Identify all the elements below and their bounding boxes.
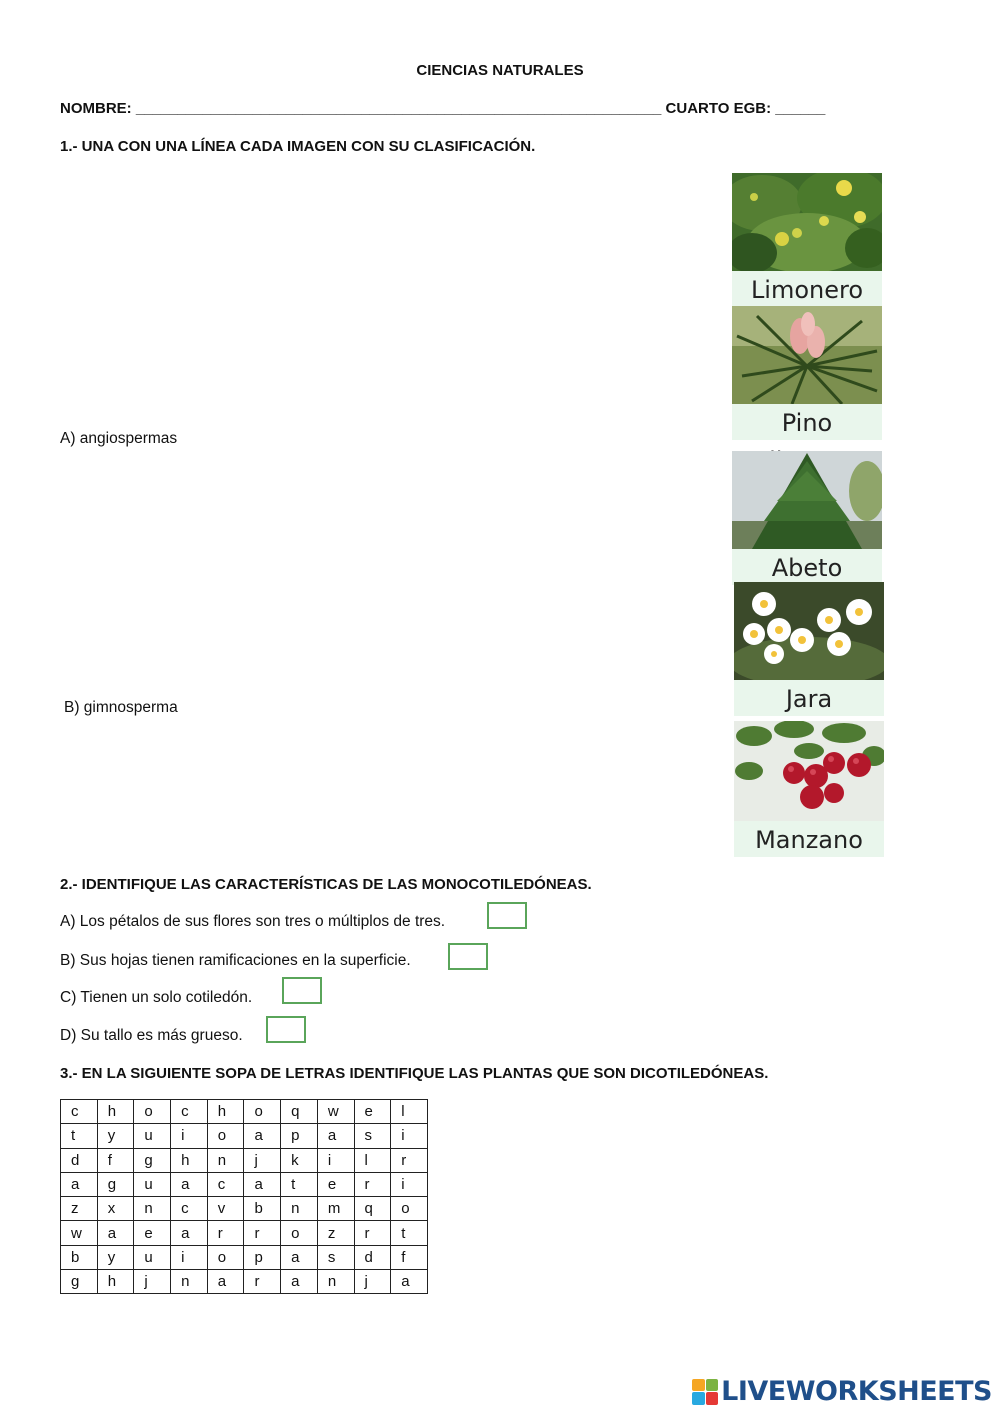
brand-name: LIVEWORKSHEETS bbox=[721, 1376, 992, 1407]
word-search-cell[interactable]: r bbox=[244, 1270, 281, 1294]
word-search-cell[interactable]: j bbox=[244, 1148, 281, 1172]
word-search-cell[interactable]: c bbox=[171, 1100, 208, 1124]
q1-option-a: A) angiospermas bbox=[60, 430, 178, 447]
word-search-cell[interactable]: h bbox=[97, 1270, 134, 1294]
word-search-cell[interactable]: f bbox=[97, 1148, 134, 1172]
word-search-cell[interactable]: p bbox=[244, 1245, 281, 1269]
word-search-cell[interactable]: r bbox=[207, 1221, 244, 1245]
word-search-grid[interactable] bbox=[60, 1099, 428, 1294]
word-search-cell[interactable]: b bbox=[244, 1197, 281, 1221]
word-search-cell[interactable]: q bbox=[281, 1100, 318, 1124]
name-grade-line: NOMBRE: _______________________________________________________________ CUARTO EGB: ______ bbox=[60, 100, 826, 117]
plant-card-jara[interactable] bbox=[734, 582, 884, 716]
word-search-cell[interactable]: c bbox=[207, 1172, 244, 1196]
word-search-cell[interactable]: j bbox=[354, 1270, 391, 1294]
word-search-cell[interactable]: a bbox=[171, 1172, 208, 1196]
word-search-cell[interactable]: g bbox=[97, 1172, 134, 1196]
word-search-cell[interactable]: p bbox=[281, 1124, 318, 1148]
word-search-row bbox=[61, 1172, 428, 1196]
word-search-cell[interactable]: k bbox=[281, 1148, 318, 1172]
plant-caption: Manzano bbox=[734, 821, 884, 857]
q2-answer-box-d[interactable] bbox=[266, 1016, 306, 1043]
plant-card-manzano[interactable] bbox=[734, 721, 884, 858]
word-search-row bbox=[61, 1124, 428, 1148]
word-search-cell[interactable]: o bbox=[207, 1245, 244, 1269]
q2-item-c: C) Tienen un solo cotiledón. bbox=[60, 989, 253, 1006]
word-search-row bbox=[61, 1100, 428, 1124]
word-search-cell[interactable]: y bbox=[97, 1124, 134, 1148]
word-search-cell[interactable]: t bbox=[61, 1124, 98, 1148]
word-search-cell[interactable]: z bbox=[317, 1221, 354, 1245]
apple-tree-image bbox=[734, 721, 884, 821]
word-search-cell[interactable]: v bbox=[207, 1197, 244, 1221]
q2-item-d: D) Su tallo es más grueso. bbox=[60, 1027, 243, 1044]
word-search-cell[interactable]: i bbox=[171, 1245, 208, 1269]
word-search-cell[interactable]: s bbox=[317, 1245, 354, 1269]
plant-caption: Abeto bbox=[732, 549, 882, 585]
word-search-cell[interactable]: s bbox=[354, 1124, 391, 1148]
plant-caption: Jara bbox=[734, 680, 884, 716]
word-search-cell[interactable]: r bbox=[244, 1221, 281, 1245]
word-search-cell[interactable]: g bbox=[134, 1148, 171, 1172]
word-search-cell[interactable]: n bbox=[207, 1148, 244, 1172]
word-search-cell[interactable]: a bbox=[281, 1270, 318, 1294]
word-search-cell[interactable]: n bbox=[171, 1270, 208, 1294]
q2-answer-box-b[interactable] bbox=[448, 943, 488, 970]
word-search-cell[interactable]: h bbox=[97, 1100, 134, 1124]
word-search-cell[interactable]: l bbox=[354, 1148, 391, 1172]
word-search-cell[interactable]: b bbox=[61, 1245, 98, 1269]
word-search-cell[interactable]: a bbox=[244, 1172, 281, 1196]
word-search-cell[interactable]: j bbox=[134, 1270, 171, 1294]
word-search-cell[interactable]: t bbox=[391, 1221, 428, 1245]
q2-answer-box-c[interactable] bbox=[282, 977, 322, 1004]
q2-heading: 2.- IDENTIFIQUE LAS CARACTERÍSTICAS DE LAS MONOCOTILEDÓNEAS. bbox=[60, 876, 592, 893]
word-search-cell[interactable]: a bbox=[391, 1270, 428, 1294]
liveworksheets-logo bbox=[692, 1376, 992, 1407]
word-search-cell[interactable]: c bbox=[61, 1100, 98, 1124]
word-search-cell[interactable]: q bbox=[354, 1197, 391, 1221]
word-search-cell[interactable]: l bbox=[391, 1100, 428, 1124]
word-search-cell[interactable]: u bbox=[134, 1124, 171, 1148]
word-search-cell[interactable]: r bbox=[354, 1172, 391, 1196]
word-search-cell[interactable]: o bbox=[134, 1100, 171, 1124]
plant-caption: Pino bbox=[732, 404, 882, 440]
word-search-cell[interactable]: e bbox=[317, 1172, 354, 1196]
word-search-cell[interactable]: r bbox=[391, 1148, 428, 1172]
word-search-cell[interactable]: g bbox=[61, 1270, 98, 1294]
word-search-cell[interactable]: e bbox=[134, 1221, 171, 1245]
word-search-cell[interactable]: w bbox=[61, 1221, 98, 1245]
word-search-row bbox=[61, 1197, 428, 1221]
word-search-cell[interactable]: n bbox=[134, 1197, 171, 1221]
lemon-tree-image bbox=[732, 173, 882, 271]
word-search-cell[interactable]: a bbox=[97, 1221, 134, 1245]
word-search-cell[interactable]: e bbox=[354, 1100, 391, 1124]
word-search-cell[interactable]: o bbox=[391, 1197, 428, 1221]
word-search-cell[interactable]: o bbox=[281, 1221, 318, 1245]
word-search-cell[interactable]: h bbox=[207, 1100, 244, 1124]
fir-tree-image bbox=[732, 451, 882, 549]
word-search-cell[interactable]: t bbox=[281, 1172, 318, 1196]
plant-card-limonero[interactable] bbox=[732, 173, 882, 307]
word-search-cell[interactable]: z bbox=[61, 1197, 98, 1221]
word-search-row bbox=[61, 1148, 428, 1172]
plant-card-abeto[interactable] bbox=[732, 451, 882, 585]
q2-item-b: B) Sus hojas tienen ramificaciones en la superficie. bbox=[60, 952, 411, 969]
word-search-cell[interactable]: h bbox=[171, 1148, 208, 1172]
word-search-cell[interactable]: a bbox=[244, 1124, 281, 1148]
word-search-cell[interactable]: i bbox=[317, 1148, 354, 1172]
pine-branch-image bbox=[732, 306, 882, 404]
word-search-cell[interactable]: w bbox=[317, 1100, 354, 1124]
word-search-cell[interactable]: o bbox=[207, 1124, 244, 1148]
word-search-cell[interactable]: a bbox=[207, 1270, 244, 1294]
liveworksheets-mark-icon bbox=[692, 1379, 718, 1405]
word-search-cell[interactable]: a bbox=[171, 1221, 208, 1245]
word-search-cell[interactable]: a bbox=[61, 1172, 98, 1196]
word-search-cell[interactable]: u bbox=[134, 1245, 171, 1269]
q2-answer-box-a[interactable] bbox=[487, 902, 527, 929]
q1-heading: 1.- UNA CON UNA LÍNEA CADA IMAGEN CON SU CLASIFICACIÓN. bbox=[60, 138, 536, 155]
q2-item-a: A) Los pétalos de sus flores son tres o múltiplos de tres. bbox=[60, 913, 446, 930]
word-search-cell[interactable]: d bbox=[354, 1245, 391, 1269]
word-search-cell[interactable]: y bbox=[97, 1245, 134, 1269]
word-search-cell[interactable]: r bbox=[354, 1221, 391, 1245]
word-search-row bbox=[61, 1270, 428, 1294]
word-search-cell[interactable]: a bbox=[281, 1245, 318, 1269]
word-search-cell[interactable]: i bbox=[391, 1124, 428, 1148]
word-search-row bbox=[61, 1245, 428, 1269]
word-search-cell[interactable]: n bbox=[281, 1197, 318, 1221]
word-search-cell[interactable]: x bbox=[97, 1197, 134, 1221]
rockrose-flowers-image bbox=[734, 582, 884, 680]
q1-option-b: B) gimnosperma bbox=[64, 699, 178, 716]
plant-card-pino-silvestre[interactable] bbox=[732, 306, 882, 440]
word-search-cell[interactable]: u bbox=[134, 1172, 171, 1196]
word-search-cell[interactable]: i bbox=[171, 1124, 208, 1148]
word-search-cell[interactable]: o bbox=[244, 1100, 281, 1124]
word-search-row bbox=[61, 1221, 428, 1245]
word-search-cell[interactable]: m bbox=[317, 1197, 354, 1221]
worksheet-title: CIENCIAS NATURALES bbox=[416, 62, 584, 79]
word-search-cell[interactable]: f bbox=[391, 1245, 428, 1269]
word-search-cell[interactable]: n bbox=[317, 1270, 354, 1294]
q3-heading: 3.- EN LA SIGUIENTE SOPA DE LETRAS IDENTIFIQUE LAS PLANTAS QUE SON DICOTILEDÓNEAS. bbox=[60, 1065, 769, 1082]
plant-caption: Limonero bbox=[732, 271, 882, 307]
word-search-cell[interactable]: a bbox=[317, 1124, 354, 1148]
word-search-cell[interactable]: i bbox=[391, 1172, 428, 1196]
word-search-cell[interactable]: c bbox=[171, 1197, 208, 1221]
word-search-cell[interactable]: d bbox=[61, 1148, 98, 1172]
